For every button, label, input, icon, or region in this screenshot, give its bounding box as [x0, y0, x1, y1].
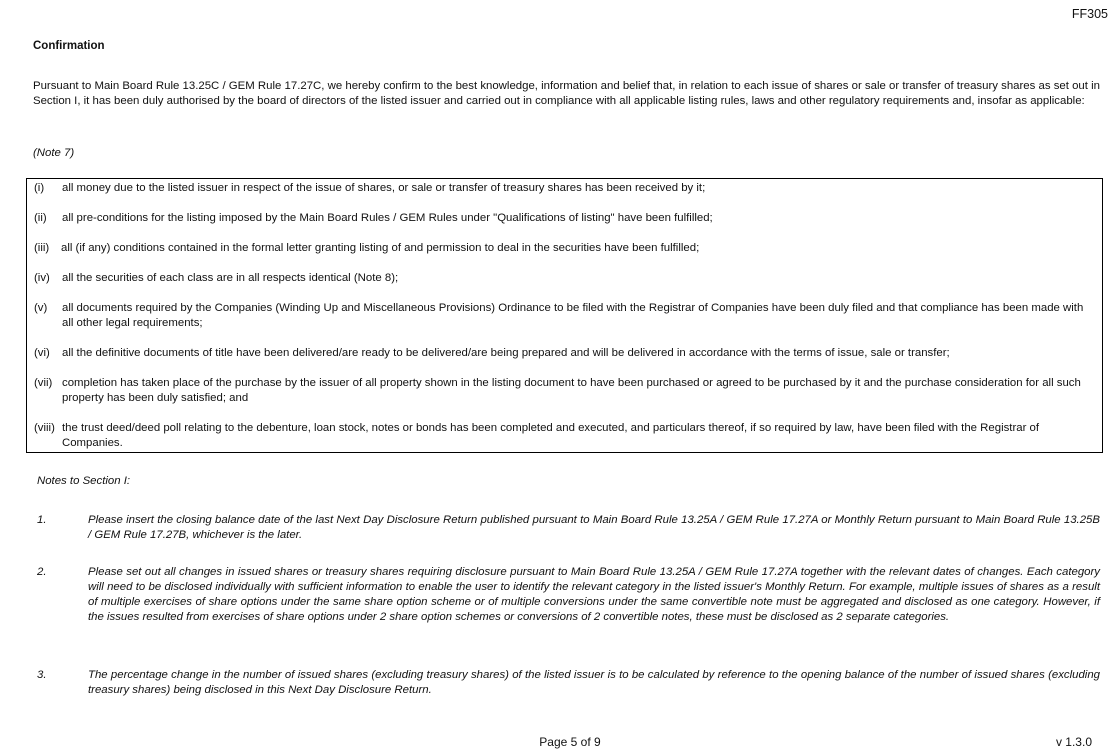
confirmation-item — [34, 211, 1092, 226]
confirmation-item-number: (vi) — [34, 347, 50, 359]
confirmation-item-number: (iv) — [34, 272, 50, 284]
confirmation-item-number: (ii) — [34, 212, 47, 224]
note-item — [37, 668, 1100, 698]
note-item — [37, 565, 1100, 625]
notes-title: Notes to Section I: — [37, 475, 131, 487]
confirmation-item — [34, 271, 1092, 286]
note-number: 2. — [37, 566, 47, 578]
confirmation-item — [34, 376, 1092, 406]
form-code: FF305 — [1071, 7, 1108, 21]
note-text: Please insert the closing balance date of the last Next Day Disclosure Return published pursuant to Main Board Rule 13.25A / GEM Rule 17.27A or Monthly Return pursuant to Main Board Rule 13.25B / GEM Rule 17.27B, whichever is the later. — [88, 514, 1100, 541]
page-number: Page 5 of 9 — [539, 735, 601, 749]
confirmation-item-text: all the definitive documents of title have been delivered/are ready to be delivered/are being prepared and will be delivered in accordance with the terms of issue, sale or transfer; — [62, 347, 950, 359]
confirmation-item-text: all (if any) conditions contained in the formal letter granting listing of and permission to deal in the securities have been fulfilled; — [61, 242, 700, 254]
confirmation-heading: Confirmation — [33, 40, 105, 52]
confirmation-intro: Pursuant to Main Board Rule 13.25C / GEM Rule 17.27C, we hereby confirm to the best knowledge, information and belief that, in relation to each issue of shares or sale or transfer of treasury shares as set out in Section I, it has been duly authorised by the board of directors of the listed issuer and carried out in compliance with all applicable listing rules, laws and other regulatory requirements and, insofar as applicable: — [33, 80, 1100, 107]
confirmation-item — [34, 301, 1092, 331]
confirmation-item-number: (v) — [34, 302, 48, 314]
confirmation-item-text: all money due to the listed issuer in respect of the issue of shares, or sale or transfer of treasury shares has been received by it; — [62, 182, 706, 194]
version-label: v 1.3.0 — [1055, 735, 1092, 749]
note-number: 3. — [37, 669, 47, 681]
note-reference: (Note 7) — [33, 147, 75, 159]
confirmation-item-text: all pre-conditions for the listing imposed by the Main Board Rules / GEM Rules under "Qualifications of listing" have been fulfilled; — [62, 212, 713, 224]
note-text: Please set out all changes in issued shares or treasury shares requiring disclosure pursuant to Main Board Rule 13.25A / GEM Rule 17.27A together with the relevant dates of changes. Each category will need to be disclosed individually with sufficient information to enable the user to identify the relevant category in the listed issuer's Monthly Return. For example, multiple issues of shares as a result of multiple exercises of share options under the same share option scheme or of multiple conversions under the same convertible note must be aggregated and disclosed as one category. However, if the issues resulted from exercises of share options under 2 share option schemes or conversions of 2 convertible notes, these must be disclosed as 2 separate categories. — [88, 566, 1100, 623]
confirmation-item-text: all the securities of each class are in all respects identical (Note 8); — [62, 272, 399, 284]
confirmation-item — [34, 421, 1092, 451]
confirmation-item — [34, 346, 1092, 361]
note-number: 1. — [37, 514, 47, 526]
confirmation-item — [34, 181, 1092, 196]
confirmation-item-number: (iii) — [34, 242, 50, 254]
confirmation-item — [34, 241, 1092, 256]
confirmation-item-text: all documents required by the Companies (Winding Up and Miscellaneous Provisions) Ordinance to be filed with the Registrar of Companies have been duly filed and that compliance has been made with all other legal requirements; — [62, 302, 1084, 329]
confirmation-item-text: the trust deed/deed poll relating to the debenture, loan stock, notes or bonds has been completed and executed, and particulars thereof, if so required by law, have been filed with the Registrar of Companies. — [62, 422, 1040, 449]
note-text: The percentage change in the number of issued shares (excluding treasury shares) of the listed issuer is to be calculated by reference to the opening balance of the number of issued shares (excluding treasury shares) being disclosed in this Next Day Disclosure Return. — [88, 669, 1100, 696]
confirmation-item-number: (i) — [34, 182, 45, 194]
confirmation-item-number: (viii) — [34, 422, 55, 434]
confirmation-item-text: completion has taken place of the purchase by the issuer of all property shown in the listing document to have been purchased or agreed to be purchased by it and the purchase consideration for all such property has been duly satisfied; and — [62, 377, 1081, 404]
note-item — [37, 513, 1100, 543]
confirmation-item-number: (vii) — [34, 377, 53, 389]
confirmation-list-box — [26, 178, 1103, 453]
